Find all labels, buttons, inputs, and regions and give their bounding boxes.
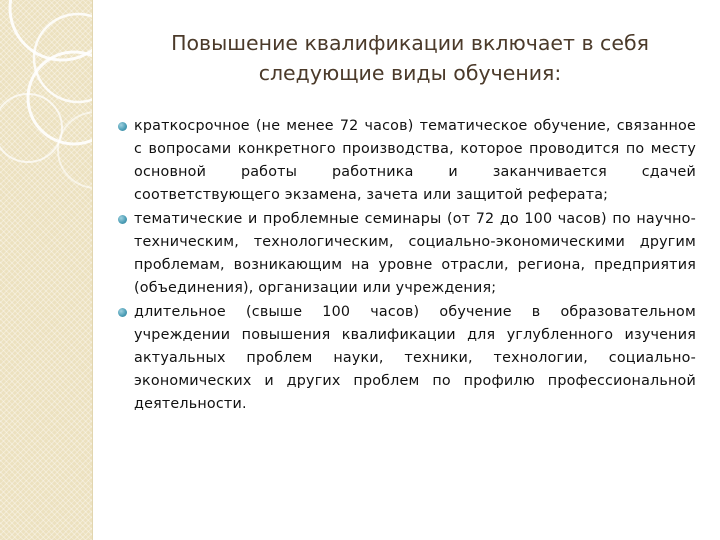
list-item bbox=[118, 208, 696, 300]
slide-title-line-2: следующие виды обучения: bbox=[258, 61, 562, 85]
panel-divider bbox=[92, 0, 93, 540]
list-item-text: длительное (свыше 100 часов) обучение в образовательном учреждении повышения квалификации для углубленного изучения актуальных проблем науки, техники, технологии, социально-экономических и других проблем по профилю профессиональной деятельности. bbox=[134, 304, 696, 412]
slide-title bbox=[100, 28, 720, 88]
training-types-list bbox=[118, 115, 696, 417]
list-item-text: тематические и проблемные семинары (от 72 до 100 часов) по научно-техническим, технологическим, социально-экономическими другим проблемам, возникающим на уровне отрасли, региона, предприятия (объединения), организации или учреждения; bbox=[134, 211, 696, 296]
bullet-icon bbox=[118, 122, 127, 131]
decorative-side-panel bbox=[0, 0, 92, 540]
list-item bbox=[118, 301, 696, 416]
decorative-circles-graphic bbox=[0, 0, 92, 540]
slide-title-line-1: Повышение квалификации включает в себя bbox=[171, 31, 649, 55]
list-item-text: краткосрочное (не менее 72 часов) тематическое обучение, связанное с вопросами конкретного производства, которое проводится по месту основной работы работника и заканчивается сдачей соответствующего экзамена, зачета или защитой реферата; bbox=[134, 118, 696, 203]
bullet-icon bbox=[118, 215, 127, 224]
bullet-icon bbox=[118, 308, 127, 317]
list-item bbox=[118, 115, 696, 207]
